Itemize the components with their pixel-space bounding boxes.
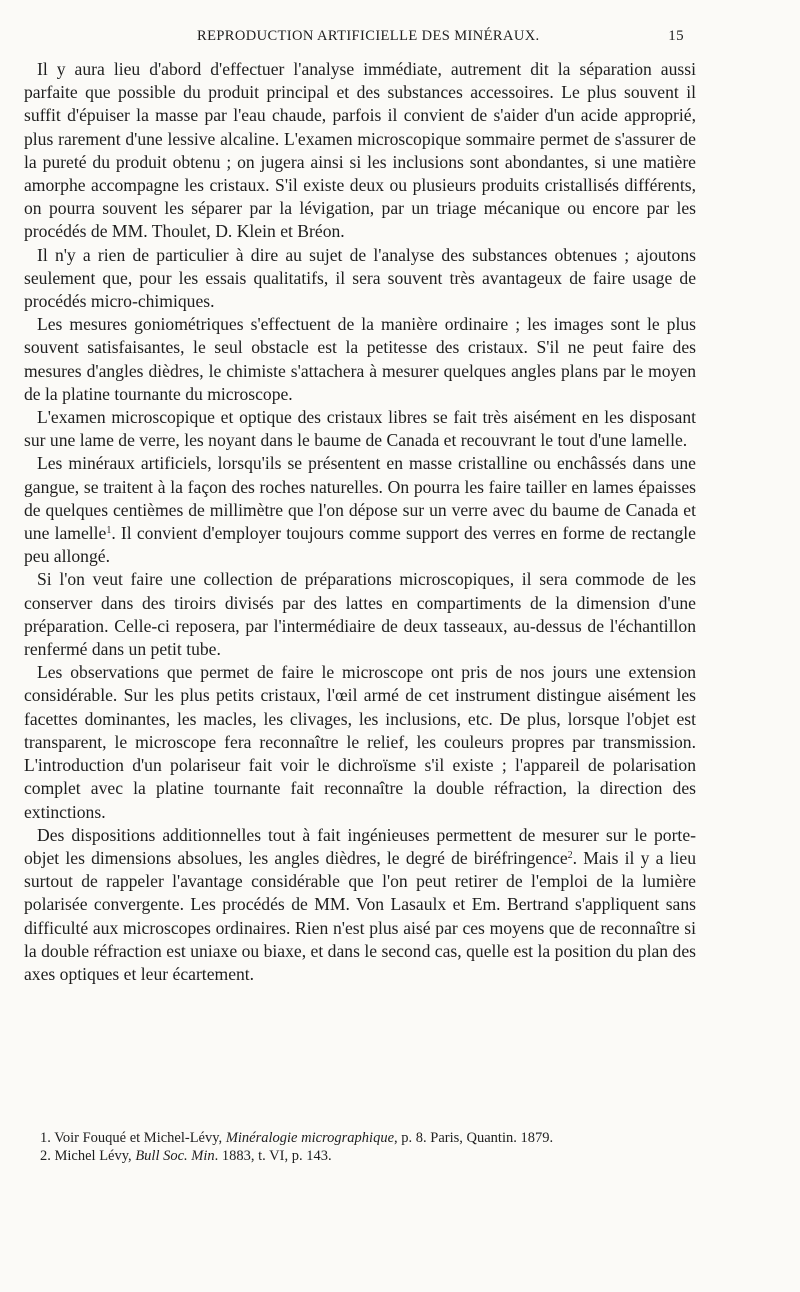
- paragraph-text: Des dispositions additionnelles tout à fait ingénieuses permettent de mesurer sur le porte-objet les dimensions absolues, les angles dièdres, le degré de biréfringence: [24, 824, 696, 868]
- footnote-number: 2.: [40, 1148, 51, 1164]
- paragraph-substances: Il n'y a rien de particulier à dire au sujet de l'analyse des substances obtenues ; ajoutons seulement que, pour les essais qualitatifs, il sera souvent très avantageux de faire usage de procédés micro-chimiques.: [24, 244, 696, 312]
- running-title: REPRODUCTION ARTIFICIELLE DES MINÉRAUX.: [197, 28, 540, 44]
- footnote-text: , p. 8. Paris, Quantin. 1879.: [394, 1130, 554, 1146]
- page-number: 15: [668, 28, 684, 44]
- footnote: [24, 1147, 696, 1165]
- paragraph-text: . Il convient d'employer toujours comme support des verres en forme de rectangle peu allongé.: [24, 523, 696, 567]
- footnote-ref: 2: [567, 849, 573, 861]
- paragraph-text: Les minéraux artificiels, lorsqu'ils se présentent en masse cristalline ou enchâssés dans une gangue, se traitent à la façon des roches naturelles. On pourra les faire tailler en lames épaisses de quelques centièmes de millimètre que l'on dépose sur un verre avec du baume de Canada et une lamelle: [24, 453, 696, 544]
- footnote-text: Michel Lévy,: [54, 1148, 136, 1164]
- body-text: [24, 58, 696, 986]
- footnote-title: Bull Soc. Min: [135, 1148, 215, 1164]
- footnote-number: 1.: [40, 1130, 51, 1146]
- paragraph-collection: Si l'on veut faire une collection de préparations microscopiques, il sera commode de les conserver dans des tiroirs divisés par des lattes en compartiments de la dimension d'une préparation. Celle-ci reposera, par l'intermédiaire de deux tasseaux, au-dessus de l'échantillon renfermé dans un petit tube.: [24, 569, 696, 660]
- paragraph-analysis: Il y aura lieu d'abord d'effectuer l'analyse immédiate, autrement dit la séparation aussi parfaite que possible du produit principal et des substances accessoires. Le plus souvent il suffit d'épuiser la masse par l'eau chaude, parfois il convient de s'aider d'un acide approprié, plus rarement d'une lessive alcaline. L'examen microscopique sommaire permet de s'assurer de la pureté du produit obtenu ; on jugera ainsi si les inclusions sont abondantes, si une matière amorphe accompagne les cristaux. S'il existe deux ou plusieurs produits cristallisés différents, on pourra souvent les séparer par la lévigation, par un triage mécanique ou encore par les procédés de MM. Thoulet, D. Klein et Bréon.: [24, 59, 696, 242]
- paragraph-text: . Mais il y a lieu surtout de rappeler l'avantage considérable que l'on peut retirer de l'emploi de la lumière polarisée convergente. Les procédés de MM. Von Lasaulx et Em. Bertrand s'appliquent sans difficulté aux microscopes ordinaires. Rien n'est plus aisé par ces moyens que de reconnaître si la double réfraction est uniaxe ou biaxe, et dans le second cas, quelle est la position du plan des axes optiques et leur écartement.: [24, 847, 696, 984]
- paragraph-observations: Les observations que permet de faire le microscope ont pris de nos jours une extension considérable. Sur les plus petits cristaux, l'œil armé de cet instrument distingue aisément les facettes dominantes, les macles, les clivages, les inclusions, etc. De plus, lorsque l'objet est transparent, le microscope fera reconnaître le relief, les couleurs propres par transmission. L'introduction d'un polariseur fait voir le dichroïsme s'il existe ; l'appareil de polarisation complet avec la platine tournante fait reconnaître la double réfraction, la direction des extinctions.: [24, 662, 696, 822]
- paragraph-goniometric: Les mesures goniométriques s'effectuent de la manière ordinaire ; les images sont le plus souvent satisfaisantes, le seul obstacle est la petitesse des cristaux. S'il ne peut faire des mesures d'angles dièdres, le chimiste s'attachera à mesurer quelques angles plans par le moyen de la platine tournante du microscope.: [24, 314, 696, 404]
- footnote-title: Minéralogie micrographique: [225, 1130, 395, 1146]
- footnotes: [24, 1129, 696, 1165]
- footnote-text: . 1883, t. VI, p. 143.: [214, 1148, 332, 1164]
- paragraph-microscopic-exam: L'examen microscopique et optique des cristaux libres se fait très aisément en les disposant sur une lame de verre, les noyant dans le baume de Canada et recouvrant le tout d'une lamelle.: [24, 407, 696, 451]
- paragraph-artificial-minerals: [24, 452, 696, 568]
- footnote-ref: 1: [106, 525, 112, 537]
- paragraph-dispositions: [24, 824, 696, 986]
- footnote: [24, 1129, 696, 1147]
- footnote-text: Voir Fouqué et Michel-Lévy,: [54, 1130, 226, 1146]
